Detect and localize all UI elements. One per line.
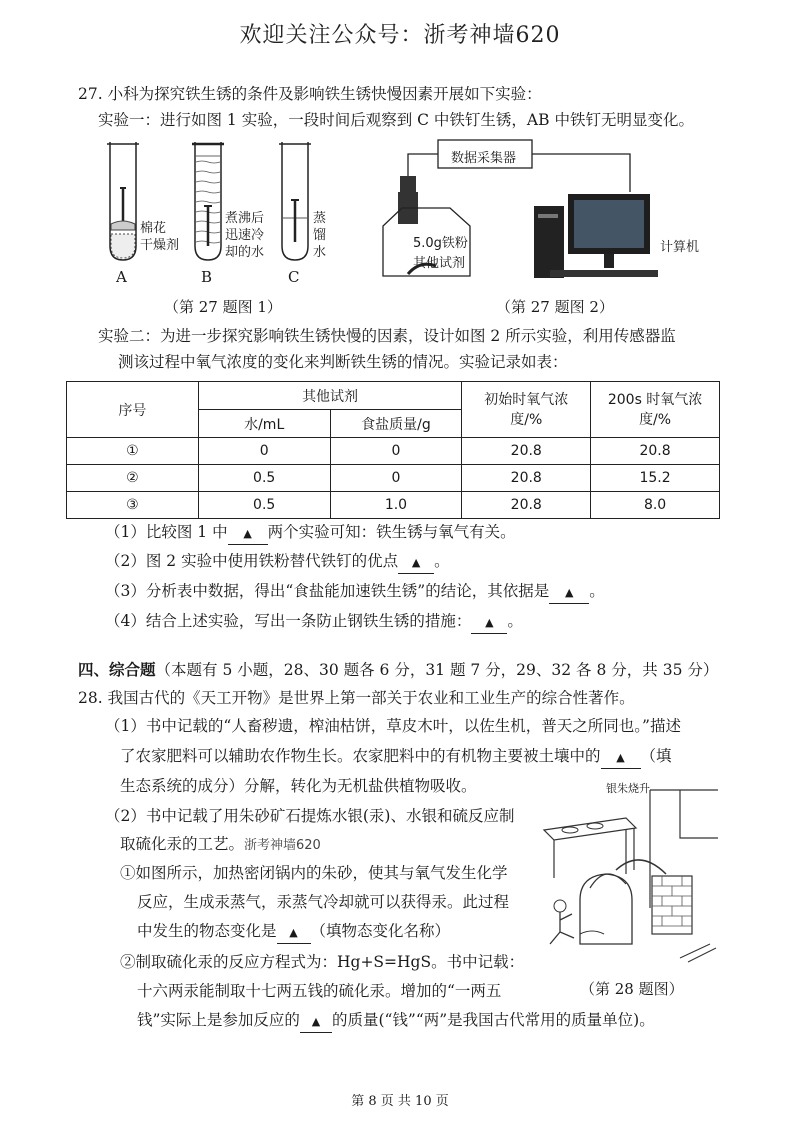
tubeC-label-3: 水 (313, 245, 327, 260)
tubeB-label-2: 迅速冷 (225, 228, 265, 243)
th-water: 水/mL (198, 410, 330, 438)
tubeC-label-1: 蒸 (313, 211, 327, 226)
figure-28-caption: （第 28 题图） (580, 980, 684, 998)
th-no: 序号 (67, 382, 199, 438)
q27-sub4: （4）结合上述实验，写出一条防止钢铁生锈的措施： ▲ 。 (105, 611, 523, 634)
q28-p1-line1: （1）书中记载的“人畜秽遗，榨油枯饼，草皮木叶，以佐生机，普天之所同也。”描述 (105, 717, 681, 735)
q28-c1-line3: 中发生的物态变化是 ▲ （填物态变化名称） (137, 921, 450, 944)
figure-27-1-caption: （第 27 题图 1） (164, 298, 282, 316)
q28-c2-line2: 十六两汞能制取十七两五钱的硫化汞。增加的“一两五 (137, 982, 502, 1000)
q28-p2-line2: 取硫化汞的工艺。浙考神墙620 (120, 835, 321, 853)
figure-27-2 (380, 136, 720, 286)
tubeA-label-desiccant: 干燥剂 (140, 238, 180, 253)
collector-label: 数据采集器 (451, 151, 517, 166)
q28-p1-line2: 了农家肥料可以辅助农作物生长。农家肥料中的有机物主要被土壤中的 ▲ （填 (120, 746, 672, 769)
th-other-reagents: 其他试剂 (198, 382, 462, 410)
tubeB-label-3: 却的水 (225, 245, 265, 260)
q28-p2-line1: （2）书中记载了用朱砂矿石提炼水银(汞)、水银和硫反应制 (105, 807, 515, 825)
q27-sub2: （2）图 2 实验中使用铁粉替代铁钉的优点 ▲ 。 (105, 551, 450, 574)
mercury-refining-drawing (540, 778, 720, 964)
flask-label-reagent: 其他试剂 (413, 256, 466, 271)
tube-label-a: A (116, 268, 127, 286)
q28-c2-line1: ②制取硫化汞的反应方程式为：Hg+S=HgS。书中记载： (120, 953, 525, 971)
watermark-text: 浙考神墙620 (244, 838, 321, 853)
table-row: ③ 0.5 1.0 20.8 8.0 (67, 492, 720, 519)
q28-c1-line1: ①如图所示，加热密闭锅内的朱砂，使其与氧气发生化学 (120, 864, 508, 882)
q28-stem: 28. 我国古代的《天工开物》是世界上第一部关于农业和工业生产的综合性著作。 (78, 689, 635, 707)
q27-exp1: 实验一：进行如图 1 实验，一段时间后观察到 C 中铁钉生锈，AB 中铁钉无明显变化。 (98, 111, 694, 129)
th-salt: 食盐质量/g (330, 410, 462, 438)
table-row: ② 0.5 0 20.8 15.2 (67, 465, 720, 492)
page-header: 欢迎关注公众号：浙考神墙620 (239, 23, 561, 48)
q27-exp2-line2: 测该过程中氧气浓度的变化来判断铁生锈的情况。实验记录如表： (118, 353, 568, 371)
table-row: ① 0 0 20.8 20.8 (67, 438, 720, 465)
tube-label-c: C (288, 268, 300, 286)
page-footer: 第 8 页 共 10 页 (351, 1094, 449, 1109)
q27-sub1: （1）比较图 1 中 ▲ 两个实验可知：铁生锈与氧气有关。 (105, 522, 516, 545)
th-200s-oxygen: 200s 时氧气浓 度/% (591, 382, 720, 438)
computer-label: 计算机 (660, 240, 700, 255)
flask-label-iron: 5.0g铁粉 (413, 236, 468, 251)
tube-label-b: B (201, 268, 213, 286)
q27-sub3: （3）分析表中数据，得出“食盐能加速铁生锈”的结论，其依据是 ▲ 。 (105, 581, 605, 604)
figure-28-sign: 银朱烧升 (606, 782, 650, 795)
experiment-table (66, 381, 720, 519)
q28-c2-line3: 钱”实际上是参加反应的 ▲ 的质量(“钱”“两”是我国古代常用的质量单位)。 (137, 1010, 655, 1033)
figure-28 (540, 778, 720, 964)
figure-27-2-caption: （第 27 题图 2） (496, 298, 614, 316)
tubeC-label-2: 馏 (313, 228, 327, 243)
tubeB-label-1: 煮沸后 (225, 211, 265, 226)
tubeA-label-cotton: 棉花 (140, 221, 167, 236)
q27-stem: 27. 小科为探究铁生锈的条件及影响铁生锈快慢因素开展如下实验： (78, 85, 542, 103)
figure-27-1 (100, 138, 350, 313)
q27-exp2-line1: 实验二：为进一步探究影响铁生锈快慢的因素，设计如图 2 所示实验，利用传感器监 (98, 327, 676, 345)
q28-c1-line2: 反应，生成汞蒸气，汞蒸气冷却就可以获得汞。此过程 (137, 893, 510, 911)
q28-p1-line3: 生态系统的成分）分解，转化为无机盐供植物吸收。 (120, 777, 477, 795)
th-initial-oxygen: 初始时氧气浓 度/% (462, 382, 591, 438)
section-4-heading: 四、综合题（本题有 5 小题，28、30 题各 6 分，31 题 7 分，29、32 各 8 分，共 35 分） (78, 660, 719, 679)
